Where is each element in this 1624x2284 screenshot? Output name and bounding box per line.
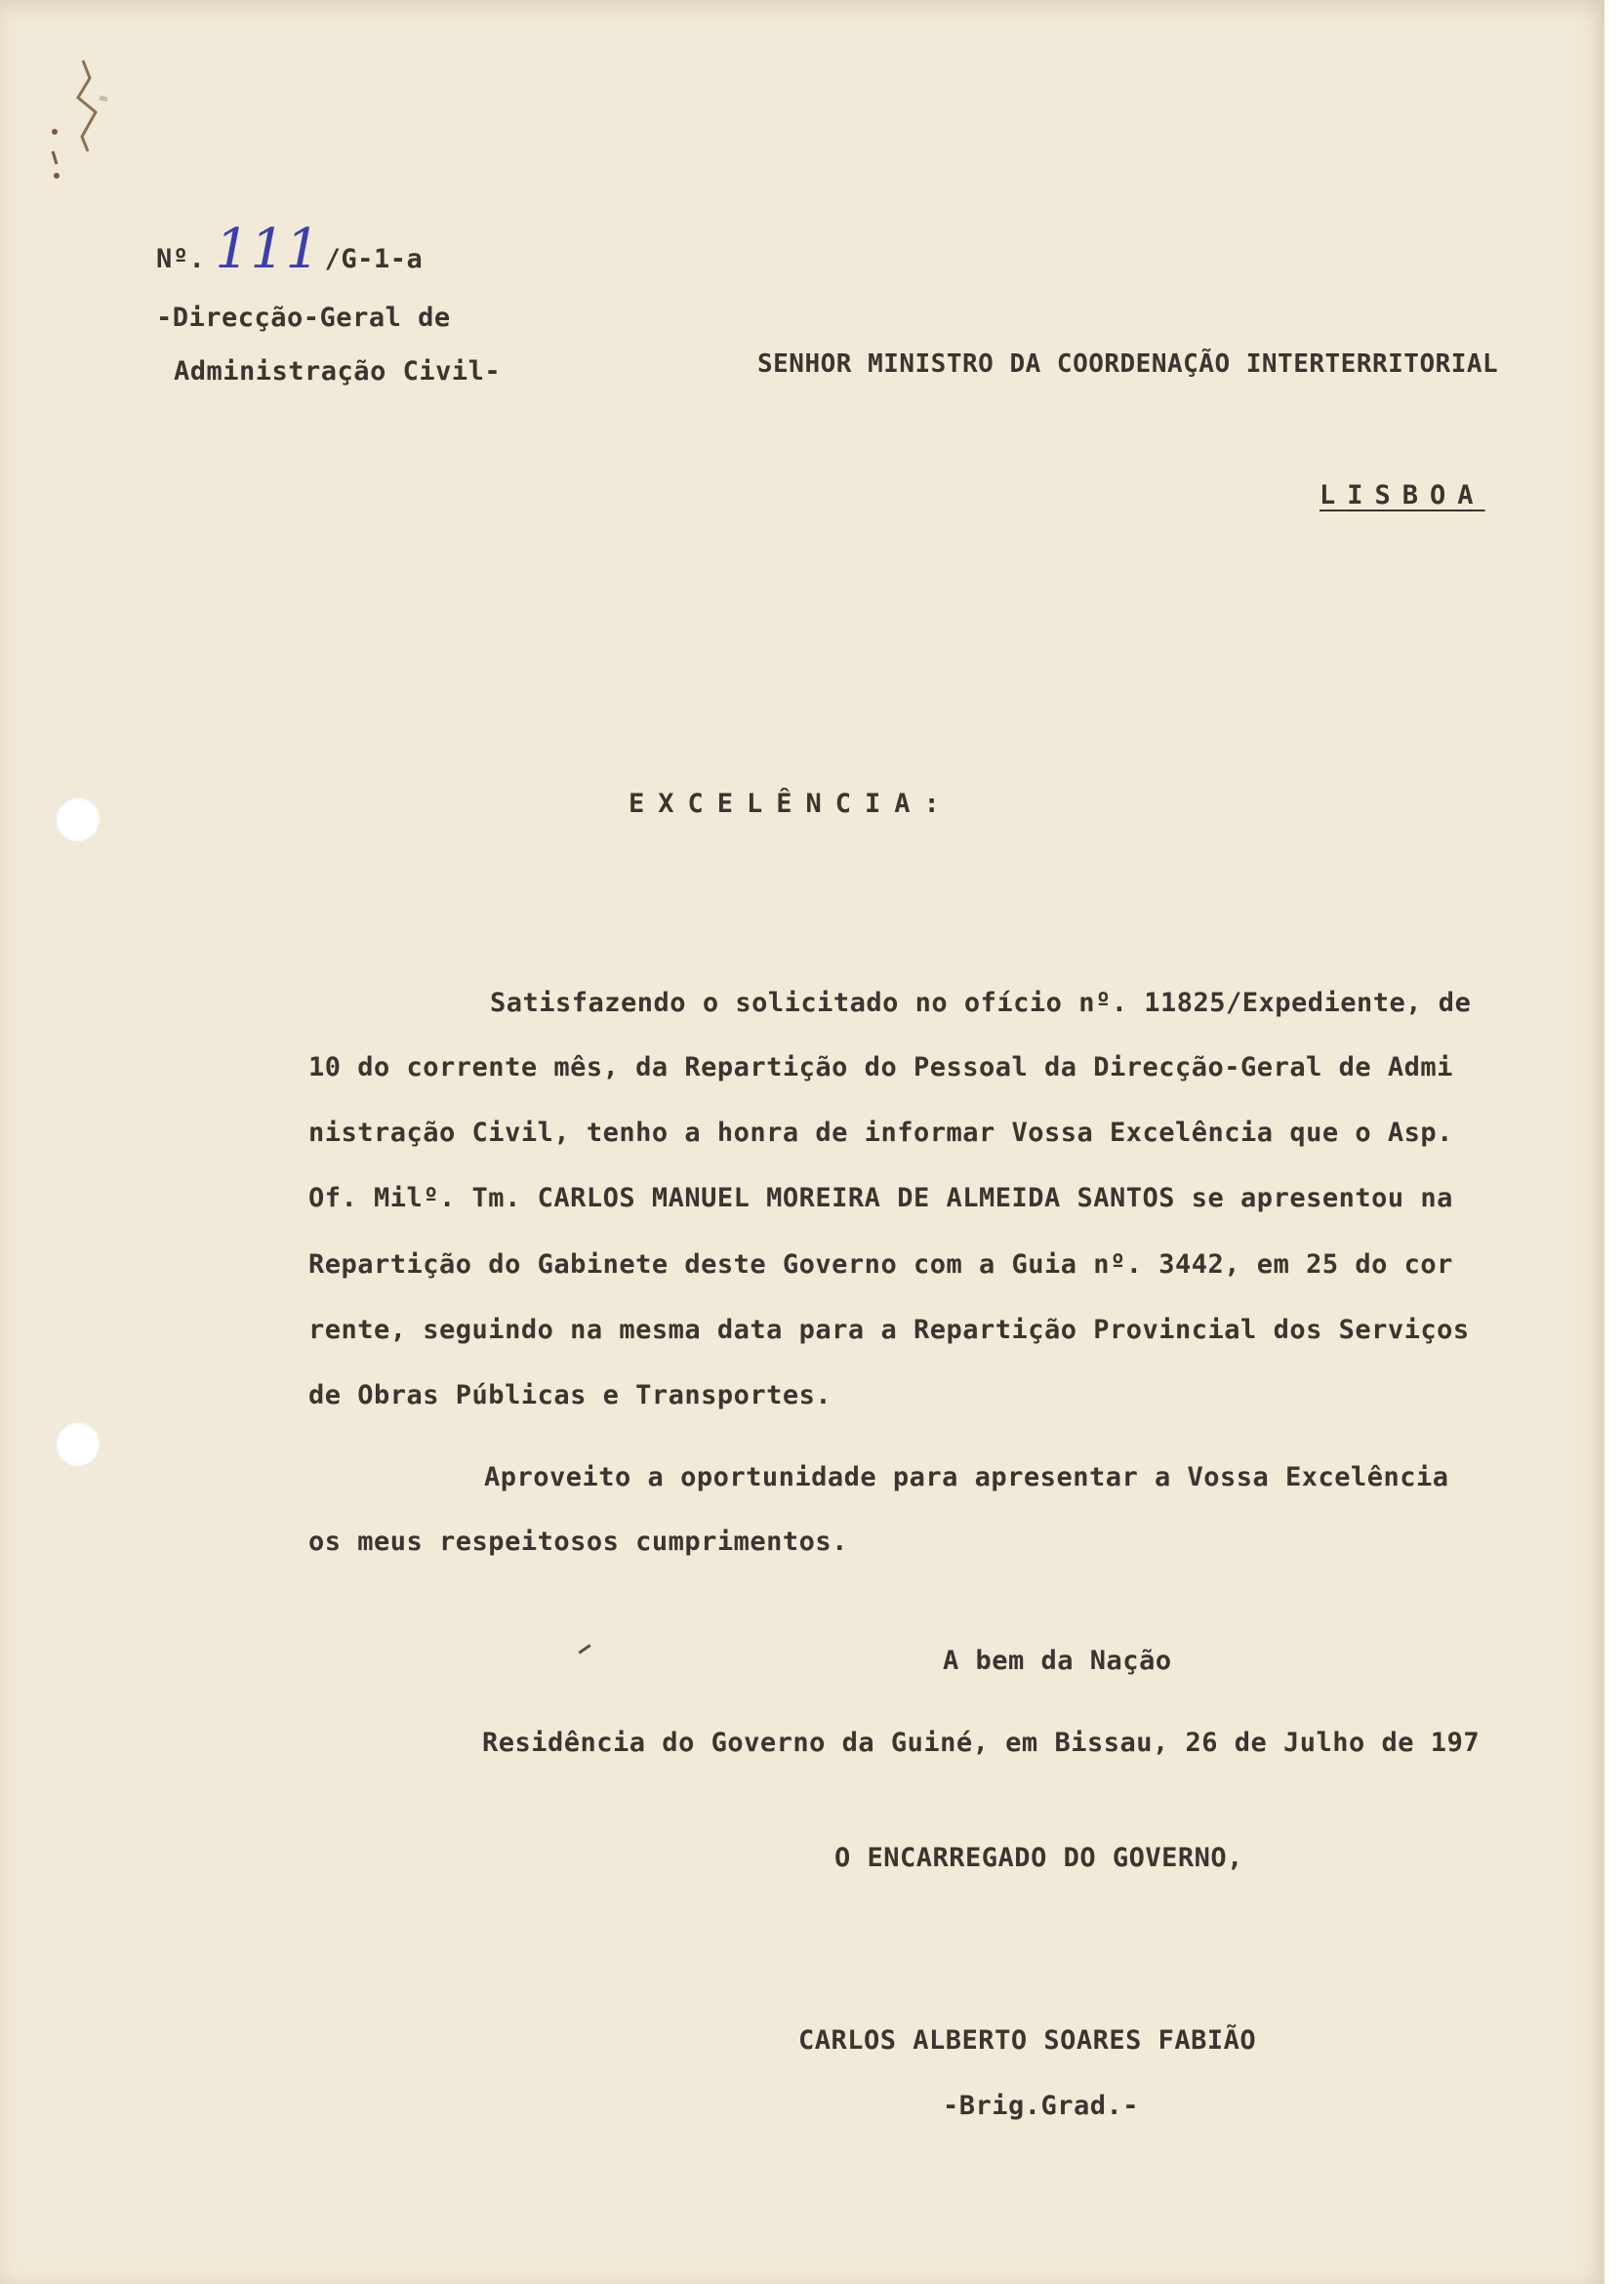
body-line: rente, seguindo na mesma data para a Repartição Provincial dos Serviços (308, 1315, 1470, 1345)
recipient: SENHOR MINISTRO DA COORDENAÇÃO INTERTERRITORIAL (757, 349, 1499, 379)
department-line-2: Administração Civil- (174, 356, 502, 387)
body-line: Repartição do Gabinete deste Governo com a Guia nº. 3442, em 25 do cor (308, 1249, 1453, 1280)
ink-mark (578, 1644, 590, 1653)
department-line-1: -Direcção-Geral de (156, 303, 451, 333)
body-line: Of. Milº. Tm. CARLOS MANUEL MOREIRA DE ALMEIDA SANTOS se apresentou na (308, 1183, 1453, 1213)
scan-margin (1604, 0, 1624, 2284)
body-line: nistração Civil, tenho a honra de informar Vossa Excelência que o Asp. (308, 1118, 1453, 1148)
reference-prefix: Nº. (156, 244, 206, 274)
punch-hole-bottom (55, 1421, 100, 1466)
signer-rank: -Brig.Grad.- (943, 2091, 1140, 2121)
punch-hole-top (55, 796, 100, 841)
torn-corner-mark (39, 59, 107, 205)
salutation: EXCELÊNCIA: (629, 789, 954, 819)
reference-suffix: /G-1-a (324, 244, 424, 274)
courtesy-line: os meus respeitosos cumprimentos. (308, 1527, 848, 1557)
handwritten-number: 111 (215, 218, 321, 281)
body-line: 10 do corrente mês, da Repartição do Pessoal da Direcção-Geral de Admi (308, 1052, 1453, 1082)
courtesy-line: Aproveito a oportunidade para apresentar a Vossa Excelência (484, 1462, 1449, 1492)
closing-phrase: A bem da Nação (943, 1646, 1172, 1676)
body-line: Satisfazendo o solicitado no ofício nº. 11825/Expediente, de (490, 988, 1472, 1018)
signer-name: CARLOS ALBERTO SOARES FABIÃO (798, 2025, 1257, 2056)
place-and-date: Residência do Governo da Guiné, em Bissau, 26 de Julho de 197 (482, 1728, 1481, 1758)
recipient-city: LISBOA (1320, 480, 1485, 510)
signer-title: O ENCARREGADO DO GOVERNO, (834, 1843, 1243, 1873)
body-line: de Obras Públicas e Transportes. (308, 1380, 832, 1410)
reference-number (156, 218, 424, 281)
